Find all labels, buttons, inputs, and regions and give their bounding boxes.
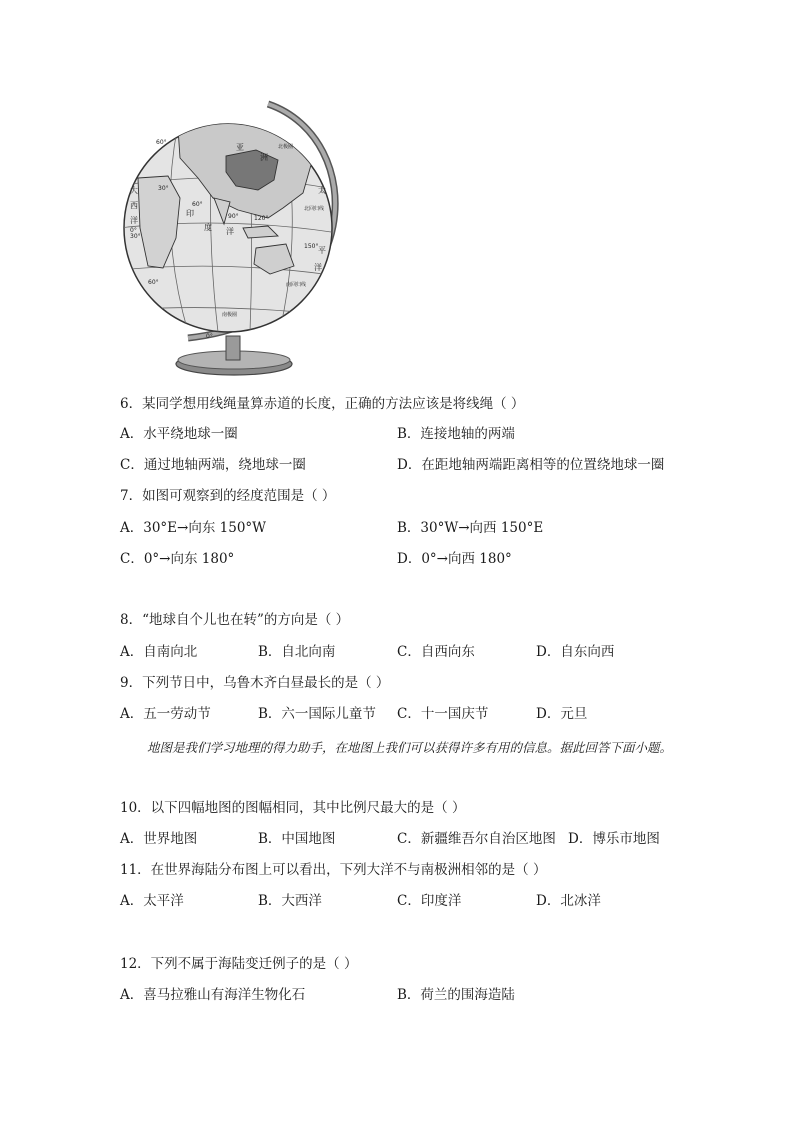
q7-option-a: A．30°E→向东 150°W bbox=[120, 520, 267, 536]
q10-option-d: D．博乐市地图 bbox=[568, 831, 660, 847]
q6-option-d: D．在距地轴两端距离相等的位置绕地球一圈 bbox=[397, 457, 665, 473]
q11-option-d: D．北冰洋 bbox=[536, 893, 601, 909]
q6-option-c: C．通过地轴两端，绕地球一圈 bbox=[120, 457, 306, 473]
q11-option-b: B．大西洋 bbox=[258, 893, 322, 909]
question-7-stem: 7．如图可观察到的经度范围是（ ） bbox=[120, 488, 336, 504]
q8-option-b: B．自北向南 bbox=[258, 644, 336, 660]
label-indian-3: 洋 bbox=[226, 227, 234, 236]
q9-option-b: B．六一国际儿童节 bbox=[258, 706, 376, 722]
label-lat-0: 0° bbox=[130, 227, 137, 234]
label-pacific-3: 洋 bbox=[314, 263, 322, 272]
label-lon-90: 90° bbox=[228, 213, 239, 220]
q9-option-c: C．十一国庆节 bbox=[397, 706, 489, 722]
label-atlantic-2: 西 bbox=[130, 201, 138, 210]
globe-svg bbox=[118, 98, 358, 380]
globe-illustration bbox=[118, 98, 358, 380]
label-lat-30s: 30° bbox=[130, 233, 141, 240]
label-atlantic-3: 洋 bbox=[130, 216, 138, 225]
q10-option-b: B．中国地图 bbox=[258, 831, 336, 847]
q6-option-a: A．水平绕地球一圈 bbox=[120, 426, 238, 442]
question-6-stem: 6．某同学想用线绳量算赤道的长度，正确的方法应该是将线绳（ ） bbox=[120, 396, 525, 412]
q9-option-a: A．五一劳动节 bbox=[120, 706, 211, 722]
label-indian-1: 印 bbox=[186, 209, 194, 218]
q10-option-a: A．世界地图 bbox=[120, 831, 198, 847]
label-zhou: 洲 bbox=[260, 153, 268, 162]
question-11-stem: 11．在世界海陆分布图上可以看出，下列大洋不与南极洲相邻的是（ ） bbox=[120, 862, 547, 878]
label-asia: 亚 bbox=[236, 143, 244, 152]
q8-option-a: A．自南向北 bbox=[120, 644, 198, 660]
label-lat-30n: 30° bbox=[158, 185, 169, 192]
q12-option-b: B．荷兰的围海造陆 bbox=[397, 987, 515, 1003]
label-pacific-1: 太 bbox=[318, 186, 326, 195]
label-lon-60: 60° bbox=[192, 201, 203, 208]
section-intro-paragraph: 地图是我们学习地理的得力助手，在地图上我们可以获得许多有用的信息。据此回答下面小题。 bbox=[147, 740, 673, 755]
question-9-stem: 9．下列节日中，乌鲁木齐白昼最长的是（ ） bbox=[120, 675, 390, 691]
label-lon-150: 150° bbox=[304, 243, 319, 250]
label-lon-0: 0° bbox=[206, 333, 213, 340]
label-lon-60b: 60° bbox=[148, 279, 159, 286]
q8-option-c: C．自西向东 bbox=[397, 644, 475, 660]
label-indian-2: 度 bbox=[204, 223, 212, 232]
globe-stand-post bbox=[226, 336, 240, 360]
q10-option-c: C．新疆维吾尔自治区地图 bbox=[397, 831, 556, 847]
question-12-stem: 12．下列不属于海陆变迁例子的是（ ） bbox=[120, 956, 358, 972]
question-10-stem: 10．以下四幅地图的图幅相同，其中比例尺最大的是（ ） bbox=[120, 800, 466, 816]
q11-option-c: C．印度洋 bbox=[397, 893, 462, 909]
label-tropic-cancer: 北回归线 bbox=[304, 206, 325, 212]
question-8-stem: 8．“地球自个儿也在转”的方向是（ ） bbox=[120, 612, 350, 628]
q11-option-a: A．太平洋 bbox=[120, 893, 184, 909]
q6-option-b: B．连接地轴的两端 bbox=[397, 426, 515, 442]
label-lon-120: 120° bbox=[254, 215, 269, 222]
q7-option-d: D．0°→向西 180° bbox=[397, 551, 512, 567]
label-antarctic-circle: 南极圈 bbox=[222, 312, 238, 318]
label-lat-60n: 60° bbox=[156, 139, 167, 146]
label-tropic-capricorn: 南回归线 bbox=[286, 282, 307, 288]
label-atlantic-1: 大 bbox=[130, 186, 138, 195]
label-arctic-circle: 北极圈 bbox=[278, 144, 294, 150]
q12-option-a: A．喜马拉雅山有海洋生物化石 bbox=[120, 987, 306, 1003]
q8-option-d: D．自东向西 bbox=[536, 644, 615, 660]
q7-option-c: C．0°→向东 180° bbox=[120, 551, 235, 567]
label-pacific-2: 平 bbox=[318, 246, 326, 255]
q9-option-d: D．元旦 bbox=[536, 706, 588, 722]
q7-option-b: B．30°W→向西 150°E bbox=[397, 520, 544, 536]
